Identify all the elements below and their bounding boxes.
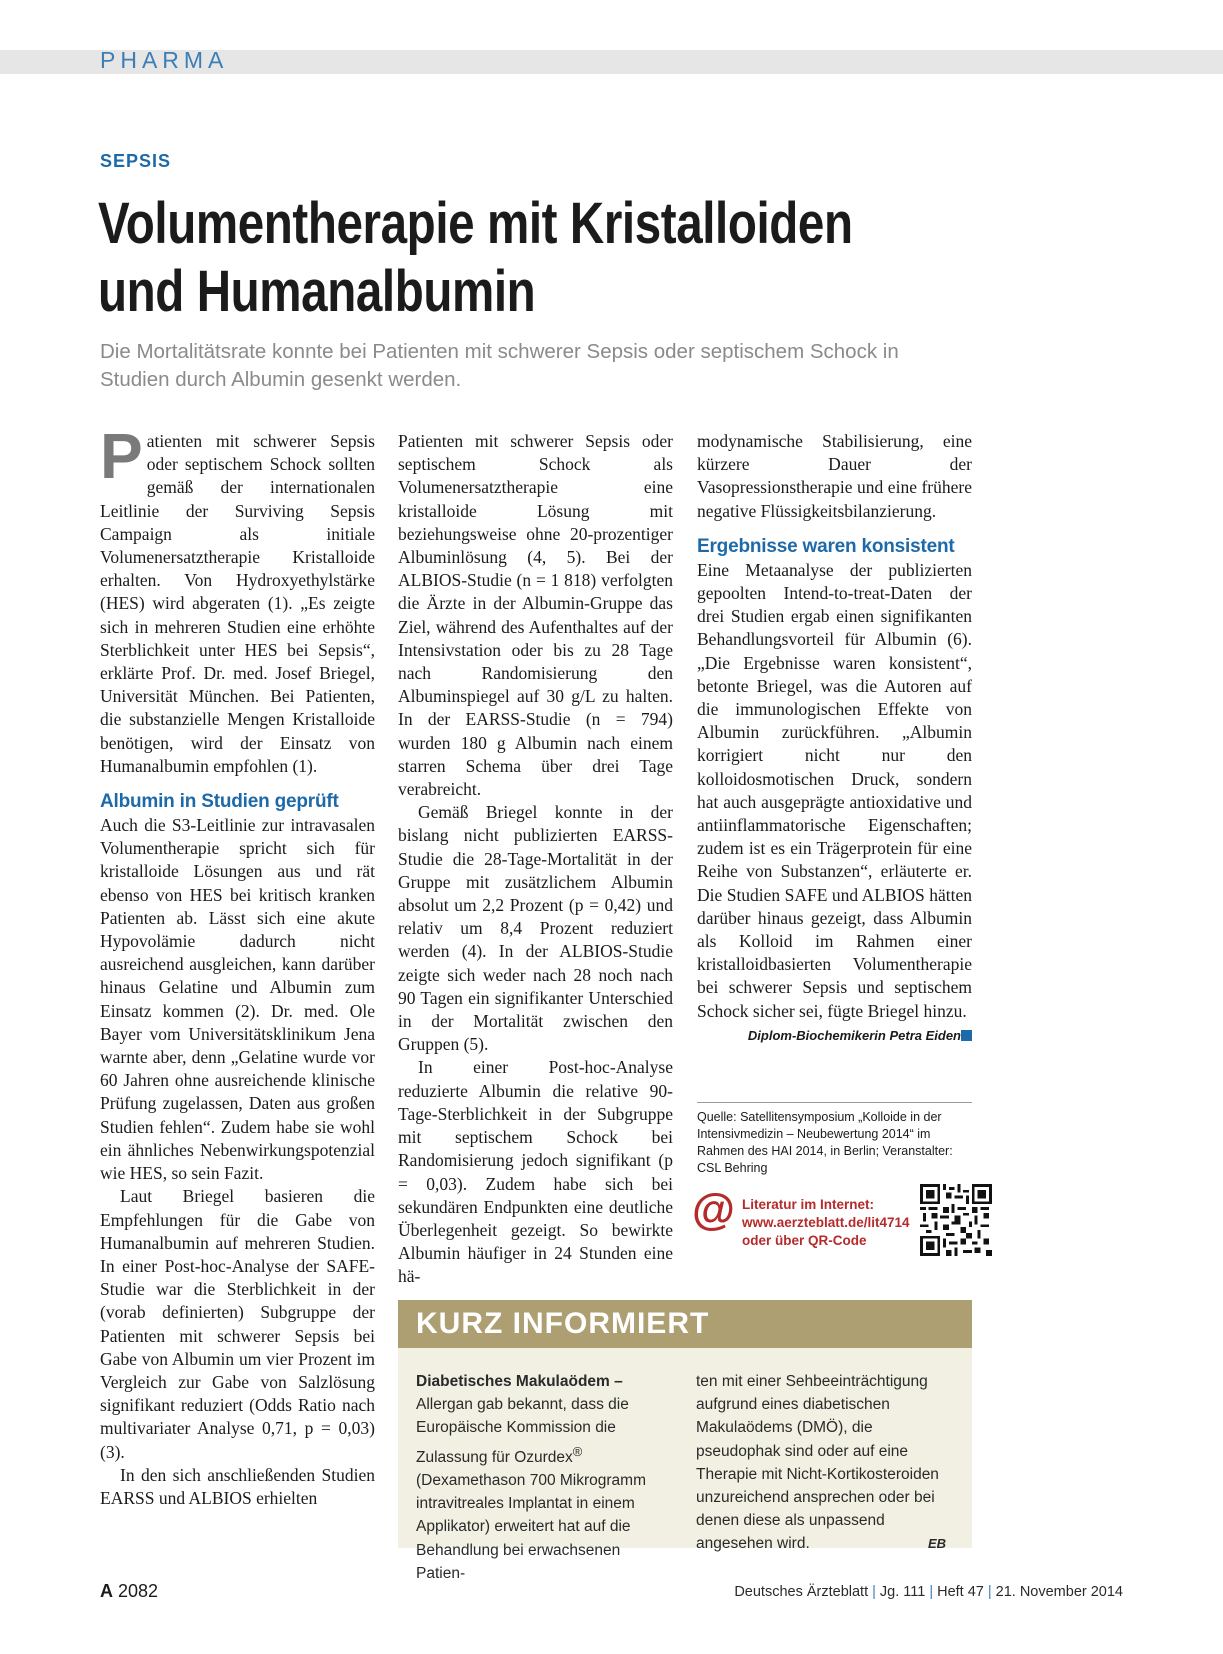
literature-line-3: oder über QR-Code xyxy=(742,1233,867,1248)
article-subtitle: Die Mortalitätsrate konnte bei Patienten mit schwerer Sepsis oder septischem Schock in Studien durch Albumin gesenkt werden. xyxy=(100,340,899,391)
at-icon: @ xyxy=(692,1185,735,1234)
paragraph-text: atienten mit schwerer Sepsis oder septischem Schock sollten gemäß der internationalen Leitlinie der Surviving Sepsis Campaign als initiale Volumenersatztherapie Kristalloide erhalten. Von Hydroxyethylstärke (HES) wird abgeraten (1). „Es zeigte sich in mehreren Studien eine erhöhte Sterblichkeit unter HES bei Sepsis“, erklärte Prof. Dr. med. Josef Briegel, Universität München. Bei Patienten, die substanzielle Mengen Kristalloide benötigen, wird der Einsatz von Humanalbumin empfohlen (1). xyxy=(100,431,375,776)
literature-text xyxy=(742,1196,922,1250)
paragraph: modynamische Stabilisierung, eine kürzere Dauer der Vasopressionstherapie und eine frühere negative Flüssigkeitsbilanzierung. xyxy=(697,431,972,521)
journal-issue: Heft 47 xyxy=(937,1584,984,1600)
page-number xyxy=(100,1581,158,1602)
kurz-column-1 xyxy=(416,1370,666,1585)
literature-line-1: Literatur im Internet: xyxy=(742,1197,875,1212)
text-column-1 xyxy=(100,420,375,1510)
subheading-albumin-studien: Albumin in Studien geprüft xyxy=(100,791,339,813)
separator: | xyxy=(987,1584,992,1600)
title-line-1: Volumentherapie mit Kristalloiden xyxy=(98,191,853,256)
subheading-ergebnisse: Ergebnisse waren konsistent xyxy=(697,535,955,557)
paragraph xyxy=(100,420,375,778)
registered-mark: ® xyxy=(572,1443,583,1459)
paragraph: In den sich anschließenden Studien EARSS und ALBIOS erhielten xyxy=(100,1464,375,1508)
kurz-paragraph xyxy=(696,1370,946,1556)
journal-name: Deutsches Ärzteblatt xyxy=(734,1584,869,1600)
kurz-lead: Diabetisches Makulaödem – xyxy=(416,1373,623,1390)
literature-box xyxy=(692,1184,992,1260)
title-line-2: und Humanalbumin xyxy=(98,259,536,324)
kurz-informiert-box xyxy=(398,1300,972,1582)
qr-code-icon[interactable] xyxy=(920,1184,992,1256)
journal-info xyxy=(734,1584,1123,1600)
paragraph xyxy=(697,559,972,1023)
separator: | xyxy=(929,1584,934,1600)
article-title xyxy=(98,190,959,326)
page-prefix: A xyxy=(100,1581,113,1601)
paragraph: Laut Briegel basieren die Empfehlungen für die Gabe von Humanalbumin auf mehreren Studien. In einer Post-hoc-Analyse der SAFE-Studie war die Sterblichkeit in der (vorab definierten) Subgruppe der Patienten mit schwerer Sepsis bei Gabe von Albumin um vier Prozent im Vergleich zur Gabe von Salzlösung signifikant reduziert (Odds Ratio nach multivariater Analyse 0,71, p = 0,03) (3). xyxy=(100,1186,375,1462)
separator: | xyxy=(872,1584,876,1600)
literature-link[interactable]: www.aerzteblatt.de/lit4714 xyxy=(742,1215,910,1230)
kurz-column-2 xyxy=(696,1370,946,1556)
text-column-3 xyxy=(697,430,972,1046)
paragraph: Gemäß Briegel konnte in der bislang nicht publizierten EARSS-Studie die 28-Tage-Mortalität in der Gruppe mit zusätzlichem Albumin absolut um 2,2 Prozent (p = 0,42) und relativ um 8,4 Prozent reduziert werden (4). In der ALBIOS-Studie zeigte sich weder nach 28 noch nach 90 Tagen ein signifikanter Unterschied in der Mortalität zwischen den Gruppen (5). xyxy=(398,802,673,1055)
page-number-value: 2082 xyxy=(118,1581,159,1601)
end-mark-icon xyxy=(961,1030,972,1041)
section-label: PHARMA xyxy=(100,47,229,73)
kurz-text-2: ten mit einer Sehbeeinträchtigung aufgrund eines diabetischen Makulaödems (DMÖ), die pseudophak sind oder auf eine Therapie mit Nicht-Kortikosteroiden unzureichend ansprechen oder bei denen diese als unpassend angesehen wird. xyxy=(696,1373,939,1553)
kurz-paragraph xyxy=(416,1370,666,1585)
article-kicker: SEPSIS xyxy=(100,151,172,171)
author-byline: Diplom-Biochemikerin Petra Eiden xyxy=(747,1027,961,1043)
kurz-text-a: Allergan gab bekannt, dass die Europäische Kommission die Zulassung für Ozurdex xyxy=(416,1396,629,1466)
journal-volume: Jg. 111 xyxy=(879,1584,926,1600)
paragraph: Auch die S3-Leitlinie zur intravasalen Volumentherapie spricht sich für kristalloide Lösungen aus und rät ebenso von HES bei kritisch kranken Patienten ab. Lässt sich eine akute Hypovolämie dadurch nicht ausreichend ausgleichen, kann darüber hinaus Gelatine und Albumin zum Einsatz kommen (2). Dr. med. Ole Bayer vom Universitätsklinikum Jena warnte aber, denn „Gelatine wurde vor 60 Jahren ohne ausreichende klinische Prüfung zugelassen, Daten aus großen Studien fehlen“. Zudem habe sie wohl ein ähnliches Nebenwirkungspotenzial wie HES, so sein Fazit. xyxy=(100,815,375,1184)
drop-cap: P xyxy=(100,420,143,492)
paragraph: In einer Post-hoc-Analyse reduzierte Albumin die relative 90-Tage-Sterblichkeit in der Subgruppe mit septischem Schock bei Randomisierung jedoch signifikant (p = 0,03). Zudem habe sich bei sekundären Endpunkten eine deutliche Überlegenheit gezeigt. So bewirkte Albumin häufiger in 24 Stunden eine hä- xyxy=(398,1057,673,1287)
paragraph-text: Eine Metaanalyse der publizierten gepoolten Intend-to-treat-Daten der drei Studien ergab einen signifikanten Behandlungsvorteil für Albumin (6). „Die Ergebnisse waren konsistent“, betonte Briegel, was die Autoren auf die immunologischen Effekte von Albumin zurückführen. „Albumin korrigiert nicht nur den kolloidosmotischen Druck, sondern hat auch ausgeprägte antioxidative und antiinflammatorische Eigenschaften; zudem ist es ein Trägerprotein für eine Reihe von Substanzen“, erläuterte er. Die Studien SAFE und ALBIOS hätten darüber hinaus gezeigt, dass Albumin als Kolloid im Rahmen einer kristalloidbasierten Volumentherapie bei schwerer Sepsis und septischem Schock sicher sei, fügte Briegel hinzu. xyxy=(697,559,972,1021)
kurz-text-b: (Dexamethason 700 Mikrogramm intravitreales Implantat in einem Applikator) erweitert hat auf die Behandlung bei erwachsenen Patien- xyxy=(416,1471,647,1582)
kurz-signature: EB xyxy=(927,1536,946,1552)
journal-date: 21. November 2014 xyxy=(995,1584,1123,1600)
text-column-2 xyxy=(398,430,673,1289)
source-note: Quelle: Satellitensymposium „Kolloide in der Intensivmedizin – Neubewertung 2014“ im Rahmen des HAI 2014, in Berlin; Veranstalter: CSL Behring xyxy=(697,1102,972,1177)
kurz-informiert-title: KURZ INFORMIERT xyxy=(398,1300,972,1348)
paragraph: Patienten mit schwerer Sepsis oder septischem Schock als Volumenersatztherapie eine kristalloide Lösung mit beziehungsweise ohne 20-prozentiger Albuminlösung (4, 5). Bei der ALBIOS-Studie (n = 1 818) verfolgten die Ärzte in der Albumin-Gruppe das Ziel, während des Aufenthaltes auf der Intensivstation oder bis zu 28 Tage nach Randomisierung den Albuminspiegel auf 30 g/L zu halten. In der EARSS-Studie (n = 794) wurden 180 g Albumin nach einem starren Schema über drei Tage verabreicht. xyxy=(398,431,673,800)
